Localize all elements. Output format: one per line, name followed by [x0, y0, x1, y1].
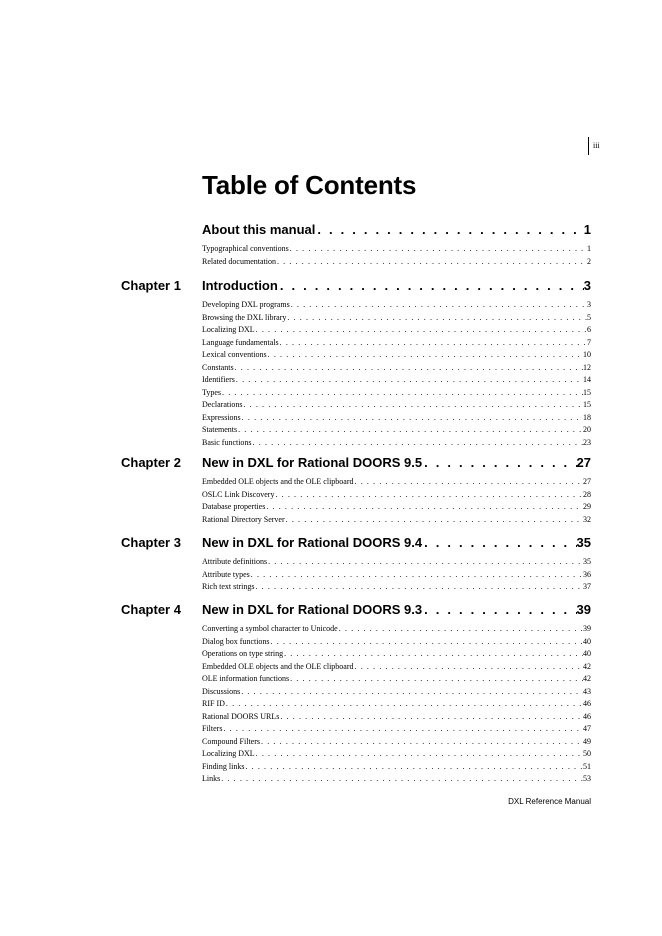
- dot-leader: [283, 649, 583, 658]
- toc-entry-title: Attribute types: [202, 569, 250, 579]
- toc-heading[interactable]: [202, 222, 591, 238]
- dot-leader: [289, 244, 587, 253]
- toc-entry-list: [202, 557, 591, 595]
- toc-entry[interactable]: [202, 570, 591, 583]
- toc-entry-page: 18: [583, 412, 591, 422]
- toc-entry-title: OSLC Link Discovery: [202, 489, 275, 499]
- toc-entry[interactable]: [202, 490, 591, 503]
- toc-entry[interactable]: [202, 674, 591, 687]
- chapter-label: Chapter 4: [121, 602, 181, 617]
- toc-entry[interactable]: [202, 637, 591, 650]
- toc-entry-title: Embedded OLE objects and the OLE clipboard: [202, 661, 354, 671]
- dot-leader: [240, 687, 583, 696]
- toc-entry[interactable]: [202, 438, 591, 451]
- toc-entry-title: Typographical conventions: [202, 244, 289, 253]
- toc-heading-title: New in DXL for Rational DOORS 9.5: [202, 455, 423, 470]
- chapter-label: Chapter 1: [121, 278, 181, 293]
- toc-entry-title: Links: [202, 774, 221, 783]
- toc-entry-page: 5: [587, 312, 591, 322]
- page-footer: DXL Reference Manual: [508, 797, 591, 806]
- toc-entry-title: Dialog box functions: [202, 636, 270, 646]
- dot-leader: [252, 438, 583, 447]
- toc-entry-title: Developing DXL programs: [202, 300, 290, 309]
- dot-leader: [237, 425, 583, 434]
- dot-leader: [422, 535, 576, 550]
- toc-entry[interactable]: [202, 363, 591, 376]
- toc-entry-page: 23: [583, 437, 591, 447]
- toc-entry-page: 29: [583, 502, 591, 511]
- toc-entry-title: Related documentation: [202, 256, 276, 266]
- toc-entry-page: 1: [587, 244, 591, 253]
- dot-leader: [422, 602, 576, 617]
- toc-entry-list: [202, 300, 591, 450]
- toc-entry[interactable]: [202, 502, 591, 515]
- toc-entry-page: 46: [583, 699, 591, 708]
- toc-entry[interactable]: [202, 244, 591, 257]
- toc-entry-page: 40: [583, 636, 591, 646]
- toc-entry-list: [202, 244, 591, 269]
- dot-leader: [220, 774, 583, 783]
- toc-entry[interactable]: [202, 338, 591, 351]
- toc-entry-page: 10: [583, 350, 591, 359]
- dot-leader: [267, 557, 583, 566]
- dot-leader: [274, 490, 583, 499]
- toc-entry-page: 49: [583, 736, 591, 746]
- dot-leader: [234, 363, 583, 372]
- page-number-rule: [588, 137, 589, 155]
- toc-entry-title: Browsing the DXL library: [202, 312, 287, 322]
- dot-leader: [221, 388, 583, 397]
- toc-entry-title: OLE information functions: [202, 674, 290, 683]
- dot-leader: [278, 278, 584, 293]
- toc-entry-page: 28: [583, 489, 591, 499]
- toc-entry-title: Rich text strings: [202, 582, 255, 591]
- toc-entry[interactable]: [202, 400, 591, 413]
- toc-entry[interactable]: [202, 624, 591, 637]
- toc-heading-title: New in DXL for Rational DOORS 9.4: [202, 535, 423, 550]
- dot-leader: [289, 674, 583, 683]
- toc-entry-page: 27: [583, 477, 591, 486]
- toc-heading-page: 1: [583, 222, 591, 237]
- toc-entry[interactable]: [202, 300, 591, 313]
- toc-entry-title: Language fundamentals: [202, 337, 279, 347]
- toc-entry-page: 46: [583, 711, 591, 721]
- toc-entry[interactable]: [202, 350, 591, 363]
- toc-entry[interactable]: [202, 687, 591, 700]
- toc-entry-list: [202, 624, 591, 787]
- dot-leader: [260, 737, 583, 746]
- dot-leader: [276, 257, 587, 266]
- toc-entry[interactable]: [202, 724, 591, 737]
- toc-entry[interactable]: [202, 375, 591, 388]
- toc-entry-page: 12: [583, 362, 591, 372]
- toc-entry-title: Localizing DXL: [202, 325, 255, 334]
- toc-entry-page: 42: [583, 674, 591, 683]
- toc-entry[interactable]: [202, 557, 591, 570]
- dot-leader: [254, 582, 583, 591]
- toc-entry-page: 50: [583, 749, 591, 758]
- toc-entry[interactable]: [202, 413, 591, 426]
- toc-entry-title: Attribute definitions: [202, 557, 268, 566]
- toc-entry-page: 20: [583, 425, 591, 434]
- dot-leader: [338, 624, 583, 633]
- toc-entry-title: Compound Filters: [202, 736, 261, 746]
- toc-heading-page: 27: [576, 455, 591, 470]
- toc-entry-page: 6: [587, 325, 591, 334]
- toc-heading-page: 3: [583, 278, 591, 293]
- dot-leader: [235, 375, 583, 384]
- toc-entry-title: Database properties: [202, 502, 266, 511]
- dot-leader: [241, 413, 583, 422]
- dot-leader: [222, 724, 583, 733]
- dot-leader: [242, 400, 583, 409]
- toc-entry-title: Localizing DXL: [202, 749, 255, 758]
- dot-leader: [315, 222, 583, 237]
- toc-entry-title: Constants: [202, 362, 234, 372]
- dot-leader: [244, 762, 583, 771]
- toc-entry-page: 14: [583, 375, 591, 384]
- dot-leader: [422, 455, 576, 470]
- toc-entry-page: 43: [583, 686, 591, 696]
- toc-entry[interactable]: [202, 699, 591, 712]
- toc-entry-title: Discussions: [202, 686, 241, 696]
- toc-entry-page: 35: [583, 557, 591, 566]
- toc-entry-page: 39: [583, 624, 591, 633]
- toc-entry[interactable]: [202, 774, 591, 787]
- toc-entry-page: 47: [583, 724, 591, 733]
- toc-entry-title: Operations on type string: [202, 649, 284, 658]
- toc-entry-title: Finding links: [202, 761, 245, 771]
- toc-entry-title: Basic functions: [202, 437, 252, 447]
- toc-heading[interactable]: [202, 455, 591, 471]
- toc-entry-title: Types: [202, 387, 221, 397]
- toc-entry[interactable]: [202, 737, 591, 750]
- toc-heading-page: 35: [576, 535, 591, 550]
- toc-entry-page: 40: [583, 649, 591, 658]
- toc-entry-title: Identifiers: [202, 375, 235, 384]
- toc-heading[interactable]: [202, 602, 591, 618]
- dot-leader: [354, 477, 583, 486]
- toc-entry-page: 37: [583, 582, 591, 591]
- toc-entry-title: Rational DOORS URLs: [202, 711, 280, 721]
- toc-entry-title: Rational Directory Server: [202, 514, 285, 524]
- dot-leader: [265, 502, 583, 511]
- toc-entry-page: 51: [583, 761, 591, 771]
- toc-entry[interactable]: [202, 313, 591, 326]
- toc-heading[interactable]: [202, 535, 591, 551]
- toc-entry[interactable]: [202, 749, 591, 762]
- dot-leader: [290, 300, 587, 309]
- toc-entry[interactable]: [202, 712, 591, 725]
- toc-entry-title: RIF ID: [202, 699, 225, 708]
- toc-entry-title: Lexical conventions: [202, 350, 267, 359]
- toc-entry-title: Declarations: [202, 400, 243, 409]
- toc-entry-title: Filters: [202, 724, 223, 733]
- toc-entry-title: Expressions: [202, 412, 241, 422]
- toc-heading[interactable]: [202, 278, 591, 294]
- toc-entry[interactable]: [202, 425, 591, 438]
- toc-heading-page: 39: [576, 602, 591, 617]
- toc-entry-page: 42: [583, 661, 591, 671]
- toc-entry[interactable]: [202, 257, 591, 270]
- toc-entry-page: 7: [587, 337, 591, 347]
- dot-leader: [225, 699, 583, 708]
- toc-entry[interactable]: [202, 325, 591, 338]
- dot-leader: [285, 515, 583, 524]
- toc-entry-title: Statements: [202, 425, 238, 434]
- toc-entry-page: 2: [587, 256, 591, 266]
- toc-entry-list: [202, 477, 591, 527]
- toc-heading-title: About this manual: [202, 222, 316, 237]
- chapter-label: Chapter 2: [121, 455, 181, 470]
- toc-entry[interactable]: [202, 662, 591, 675]
- chapter-label: Chapter 3: [121, 535, 181, 550]
- toc-entry-title: Converting a symbol character to Unicode: [202, 624, 338, 633]
- toc-heading-title: New in DXL for Rational DOORS 9.3: [202, 602, 423, 617]
- dot-leader: [255, 325, 587, 334]
- dot-leader: [354, 662, 583, 671]
- dot-leader: [267, 350, 583, 359]
- toc-entry[interactable]: [202, 762, 591, 775]
- toc-entry-page: 15: [583, 387, 591, 397]
- toc-entry-page: 53: [583, 774, 591, 783]
- dot-leader: [279, 338, 587, 347]
- toc-entry-page: 3: [587, 300, 591, 309]
- toc-entry[interactable]: [202, 477, 591, 490]
- toc-heading-title: Introduction: [202, 278, 278, 293]
- toc-entry[interactable]: [202, 649, 591, 662]
- dot-leader: [286, 313, 587, 322]
- toc-entry[interactable]: [202, 388, 591, 401]
- dot-leader: [255, 749, 583, 758]
- page-number: iii: [593, 141, 600, 150]
- dot-leader: [279, 712, 583, 721]
- toc-entry-page: 15: [583, 400, 591, 409]
- dot-leader: [250, 570, 583, 579]
- toc-entry-title: Embedded OLE objects and the OLE clipboard: [202, 477, 354, 486]
- page-title: Table of Contents: [202, 170, 417, 200]
- toc-entry[interactable]: [202, 582, 591, 595]
- dot-leader: [270, 637, 583, 646]
- toc-entry-page: 36: [583, 569, 591, 579]
- toc-entry-page: 32: [583, 514, 591, 524]
- toc-entry[interactable]: [202, 515, 591, 528]
